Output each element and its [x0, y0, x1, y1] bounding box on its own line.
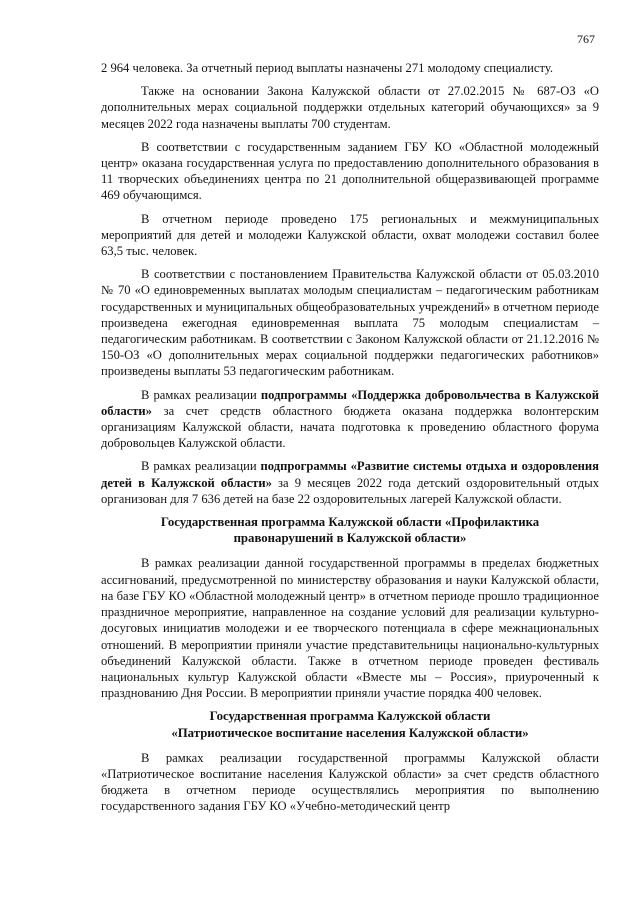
heading-1-line-2: правонарушений в Калужской области»: [233, 531, 467, 546]
paragraph-9: В рамках реализации государственной программы Калужской области «Патриотическое воспитание населения Калужской области» за счет средств областного бюджета в отчетном периоде осуществлялись мероприятия по выполнению государственного задания ГБУ КО «Учебно-методический центр: [101, 750, 599, 814]
heading-2-line-2: «Патриотическое воспитание населения Калужской области»: [171, 725, 529, 740]
heading-1-line-1: Государственная программа Калужской области «Профилактика: [160, 515, 540, 530]
section-heading-offense-prevention: [101, 514, 599, 546]
section-heading-patriotic-education: [101, 708, 599, 740]
paragraph-6-post: за счет средств областного бюджета оказана поддержка волонтерским организациям Калужской области, начата подготовка к проведению областного форума добровольцев Калужской области.: [101, 403, 599, 451]
paragraph-7-post: за 9 месяцев 2022 года детский оздоровительный отдых организован для 7 636 детей на базе 22 оздоровительных лагерей Калужской области.: [101, 475, 599, 506]
heading-2-line-1: Государственная программа Калужской области: [209, 709, 491, 724]
page-number: 767: [577, 32, 595, 46]
paragraph-7-pre: В рамках реализации: [141, 459, 261, 474]
paragraph-6-pre: В рамках реализации: [141, 387, 261, 402]
paragraph-2: Также на основании Закона Калужской области от 27.02.2015 № 687-ОЗ «О дополнительных мерах социальной поддержки отдельных категорий обучающихся» за 9 месяцев 2022 года назначены выплаты 700 студентам.: [101, 84, 599, 131]
paragraph-5: В соответствии с постановлением Правительства Калужской области от 05.03.2010 № 70 «О единовременных выплатах молодым специалистам – педагогическим работникам государственных и муниципальных общеобразовательных учреждений» в отчетном периоде произведена ежегодная единовременная выплата 75 молодым специалистам – педагогическим работникам. В соответствии с Законом Калужской области от 21.12.2016 № 150-ОЗ «О дополнительных мерах социальной поддержки педагогических работников» произведены выплаты 53 педагогическим работникам.: [101, 267, 599, 379]
paragraph-8: В рамках реализации данной государственной программы в пределах бюджетных ассигнований, предусмотренной по министерству образования и науки Калужской области, на базе ГБУ КО «Областной молодежный центр» в отчетном периоде прошло традиционное праздничное мероприятие, направленное на создание условий для реализации культурно-досуговых инициатив молодежи и ее творческого потенциала в сфере межнациональных отношений. В мероприятии приняли участие представительницы национально-культурных объединений Калужской области. Также в отчетном периоде проведен фестиваль национальных культур Калужской области «Вместе мы – Россия», приуроченный к празднованию Дня России. В мероприятии приняли участие порядка 400 человек.: [101, 556, 599, 701]
subprogram-volunteering-title: подпрограммы «Поддержка добровольчества в Калужской области»: [101, 387, 599, 418]
paragraph-7: [101, 458, 599, 507]
subprogram-recreation-title: подпрограммы «Развитие системы отдыха и оздоровления детей в Калужской области»: [101, 459, 599, 490]
paragraph-3: В соответствии с государственным заданием ГБУ КО «Областной молодежный центр» оказана государственная услуга по предоставлению дополнительного образования в 11 творческих объединениях центра по 21 дополнительной общеразвивающей программе 469 обучающимся.: [101, 139, 599, 203]
paragraph-6: [101, 387, 599, 452]
paragraph-4: В отчетном периоде проведено 175 региональных и межмуниципальных мероприятий для детей и молодежи Калужской области, охват молодежи составил более 63,5 тыс. человек.: [101, 211, 599, 259]
paragraph-1: 2 964 человека. За отчетный период выплаты назначены 271 молодому специалисту.: [101, 61, 554, 75]
